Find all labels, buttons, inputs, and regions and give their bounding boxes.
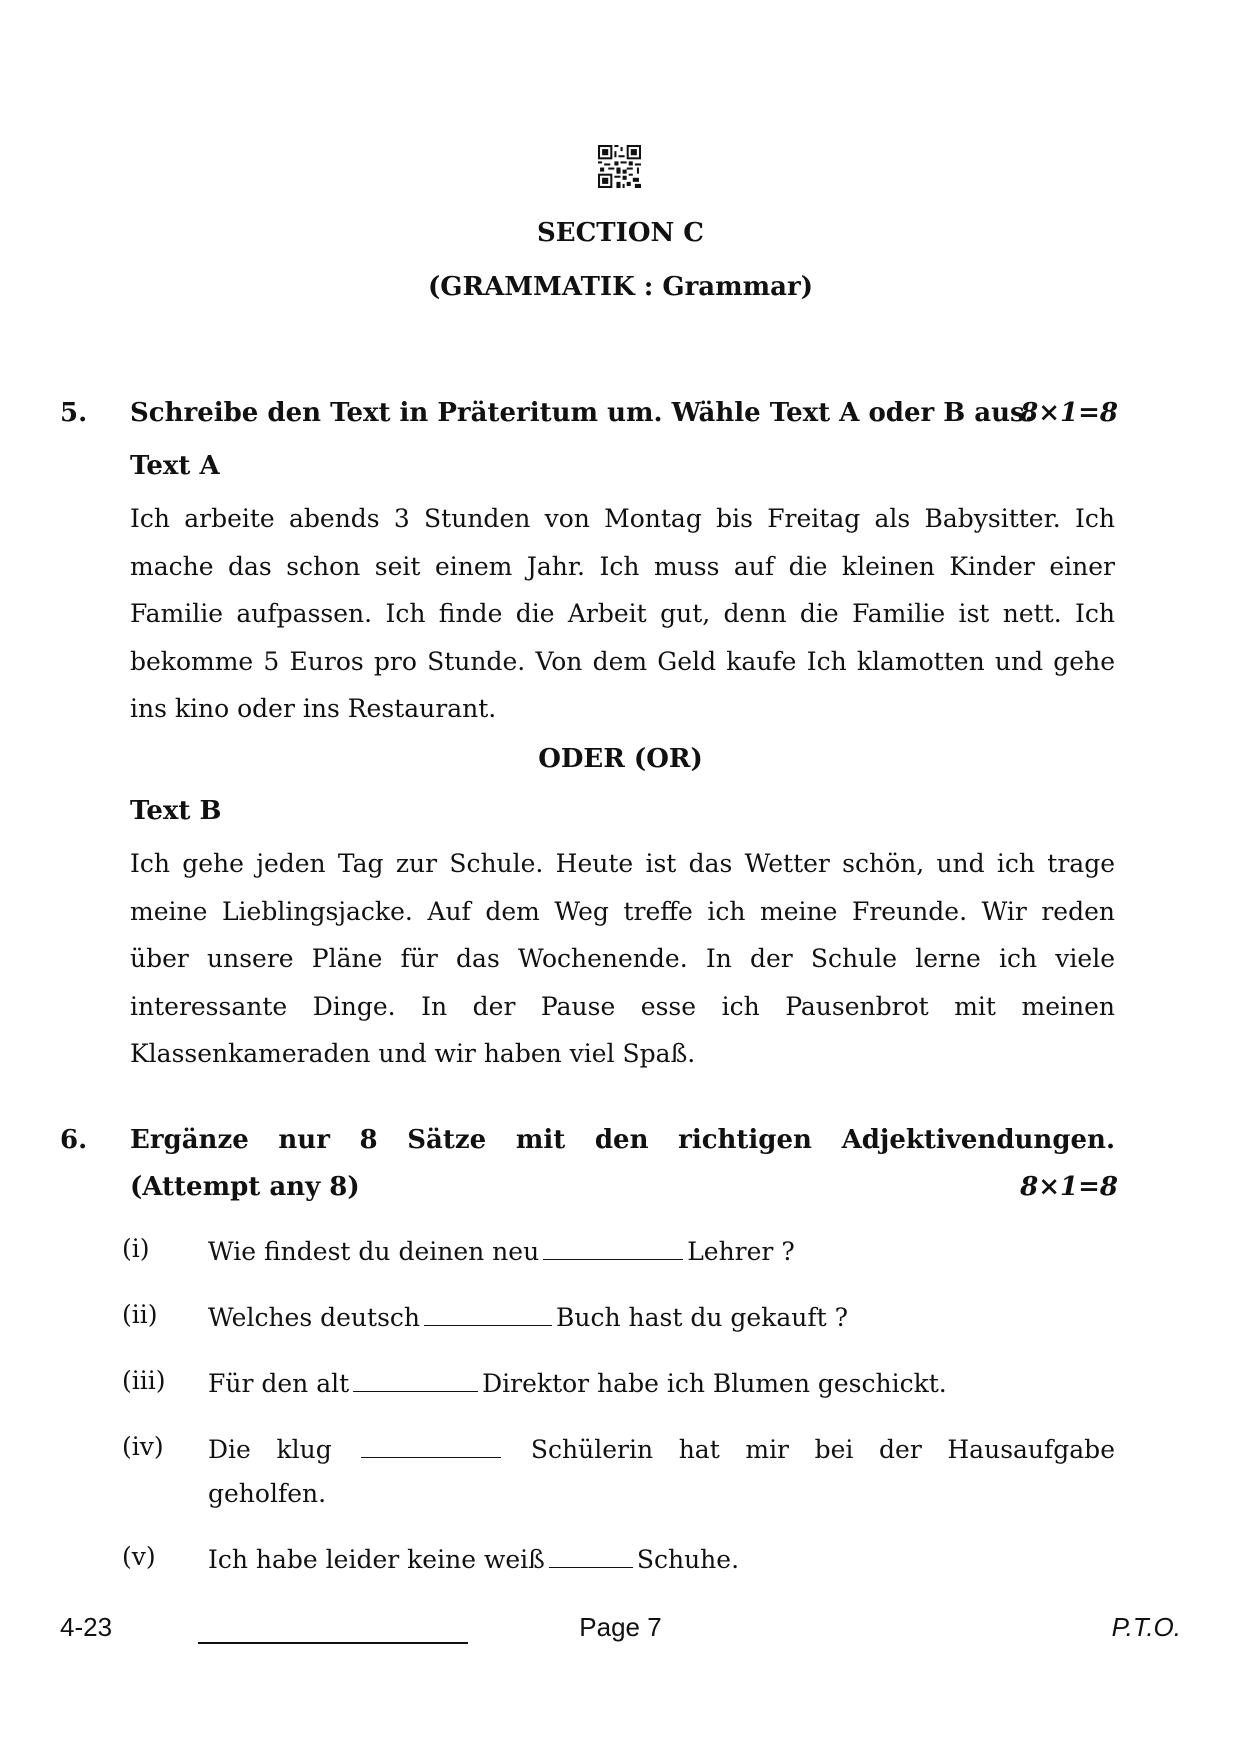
question-6-instruction: Ergänze nur 8 Sätze mit den richtigen Adjektivendungen. <box>130 1125 1115 1155</box>
text-b-heading: Text B <box>130 796 222 826</box>
question-5-text: Schreibe den Text in Präteritum um. Wähle Text A oder B aus. <box>130 398 1034 428</box>
or-label: ODER (OR) <box>538 744 703 774</box>
item-text-continuation: geholfen. <box>208 1479 327 1508</box>
page-number: Page 7 <box>579 1612 662 1642</box>
list-item <box>208 1230 1115 1274</box>
paper-code: 4-23 <box>60 1612 113 1642</box>
item-text-after: Direktor habe ich Blumen geschickt. <box>482 1369 947 1398</box>
pto-label: P.T.O. <box>1111 1612 1181 1642</box>
text-a-body: Ich arbeite abends 3 Stunden von Montag bis Freitag als Babysitter. Ich mache das schon seit einem Jahr. Ich muss auf die kleinen Kinder einer Familie aufpassen. Ich finde die Arbeit gut, denn die Familie ist nett. Ich bekomme 5 Euros pro Stunde. Von dem Geld kaufe Ich klamotten und gehe ins kino oder ins Restaurant. <box>130 504 1115 723</box>
question-6-marks: 8×1=8 <box>1020 1172 1118 1202</box>
section-subtitle: (GRAMMATIK : Grammar) <box>427 272 814 302</box>
question-5-marks: 8×1=8 <box>1020 398 1118 428</box>
list-item <box>208 1428 1115 1472</box>
question-5-number: 5. <box>60 398 88 428</box>
item-number: (ii) <box>122 1300 158 1329</box>
item-text-after: Buch hast du gekauft ? <box>556 1303 849 1332</box>
text-a-heading: Text A <box>130 451 220 481</box>
list-item <box>208 1538 1115 1582</box>
item-text-after: Lehrer ? <box>687 1237 795 1266</box>
answer-blank[interactable] <box>361 1437 501 1458</box>
item-number: (v) <box>122 1542 156 1571</box>
item-text-before: Wie findest du deinen neu <box>208 1237 540 1266</box>
list-item <box>208 1362 1115 1406</box>
qr-code <box>598 145 641 188</box>
section-title: SECTION C <box>537 218 704 248</box>
text-b-body: Ich gehe jeden Tag zur Schule. Heute ist das Wetter schön, und ich trage meine Lieblingsjacke. Auf dem Weg treffe ich meine Freunde. Wir reden über unsere Pläne für das Wochenende. In der Schule lerne ich viele interessante Dinge. In der Pause esse ich Pausenbrot mit meinen Klassenkameraden und wir haben viel Spaß. <box>130 849 1115 1068</box>
item-text-after: Schülerin hat mir bei der Hausaufgabe <box>530 1435 1115 1464</box>
item-number: (iv) <box>122 1432 164 1461</box>
answer-blank[interactable] <box>549 1547 633 1568</box>
answer-blank[interactable] <box>543 1239 683 1260</box>
question-6-number: 6. <box>60 1125 88 1155</box>
answer-blank[interactable] <box>424 1305 552 1326</box>
question-6-attempt-row <box>130 1172 1118 1202</box>
question-6-attempt: (Attempt any 8) <box>130 1172 360 1202</box>
list-item <box>208 1296 1115 1340</box>
question-5-instruction <box>130 398 1118 428</box>
item-text-before: Für den alt <box>208 1369 350 1398</box>
item-text-before: Die klug <box>208 1435 332 1464</box>
item-number: (iii) <box>122 1366 166 1395</box>
answer-blank[interactable] <box>353 1371 478 1392</box>
item-number: (i) <box>122 1234 150 1263</box>
item-text-before: Ich habe leider keine weiß <box>208 1545 545 1574</box>
item-text-after: Schuhe. <box>636 1545 740 1574</box>
item-text-before: Welches deutsch <box>208 1303 420 1332</box>
